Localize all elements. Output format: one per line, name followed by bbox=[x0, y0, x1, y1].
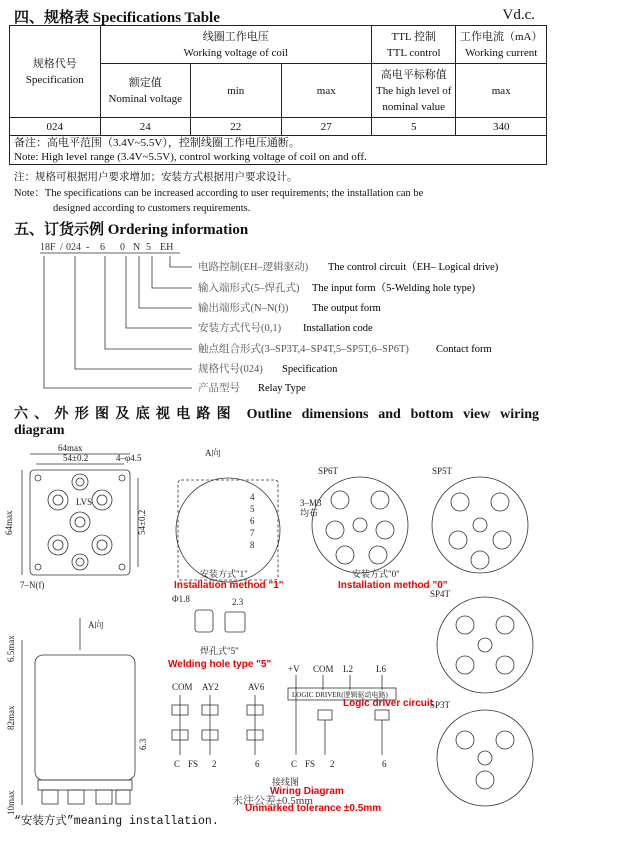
mount-hole bbox=[35, 564, 41, 570]
order-item-en: The control circuit（EH– Logical drive) bbox=[328, 262, 499, 273]
ttl-en: TTL control bbox=[386, 46, 441, 59]
code-part: EH bbox=[160, 242, 174, 253]
wiring-diagram-right bbox=[288, 675, 396, 755]
logic-bottom: C bbox=[291, 759, 298, 769]
table-note-en: Note: High level range (3.4V~5.5V), control working voltage of coil on and off. bbox=[14, 151, 367, 163]
ttl-header bbox=[372, 26, 456, 64]
outline-drawing bbox=[0, 440, 625, 825]
high-cn: 高电平标称值 bbox=[380, 68, 447, 81]
order-item-cn: 产品型号 bbox=[198, 383, 240, 394]
weld-dim2: 2.3 bbox=[232, 597, 244, 607]
wire-bottom: FS bbox=[188, 759, 199, 769]
order-item-en: Relay Type bbox=[258, 383, 306, 394]
code-part: 18F bbox=[40, 242, 56, 253]
code-part: 024 bbox=[66, 242, 81, 253]
coil-voltage-header bbox=[100, 26, 372, 64]
spec-code-en: Specification bbox=[25, 73, 84, 86]
order-item-en: Specification bbox=[282, 364, 338, 375]
spec-code-cn: 规格代号 bbox=[32, 57, 77, 70]
code-part: 5 bbox=[146, 242, 151, 253]
side-a-label: A向 bbox=[88, 620, 104, 630]
code-part: N bbox=[133, 242, 141, 253]
sp3t-footprint bbox=[437, 710, 533, 806]
order-item-en: Installation code bbox=[303, 323, 373, 334]
section-title-ordering: 五、订货示例 Ordering information bbox=[14, 222, 249, 238]
logic-box: LOGIC DRIVER(逻辑驱动电路) bbox=[292, 691, 388, 699]
dim-label: 4–φ4.5 bbox=[116, 453, 142, 463]
sp5t-label: SP5T bbox=[432, 466, 453, 476]
wiring-diagram-left bbox=[172, 695, 263, 755]
order-item-cn: 输入端形式(5–焊孔式) bbox=[198, 283, 300, 294]
logic-bottom: 6 bbox=[382, 759, 387, 769]
dim-label: 54±0.2 bbox=[137, 509, 147, 535]
sp6t-label: SP6T bbox=[318, 466, 339, 476]
install1-cn: 安装方式"1" bbox=[200, 569, 248, 579]
footer-note: “安装方式”meaning installation. bbox=[14, 815, 219, 828]
order-item-cn: 安装方式代号(0,1) bbox=[198, 323, 282, 334]
current-max-header: max bbox=[456, 64, 547, 118]
wire-label: COM bbox=[172, 682, 193, 692]
max-header: max bbox=[281, 64, 372, 118]
cell: 24 bbox=[100, 118, 191, 136]
m3-label: 3–M3 bbox=[300, 498, 322, 508]
section-title-outline-2: diagram bbox=[14, 423, 65, 438]
order-item-cn: 规格代号(024) bbox=[198, 364, 263, 375]
code-part: - bbox=[86, 242, 90, 253]
note-cn: 注：规格可根据用户要求增加；安装方式根据用户要求设计。 bbox=[14, 172, 298, 183]
spec-code-header bbox=[10, 26, 101, 118]
high-level-header bbox=[372, 64, 456, 118]
mount-hole bbox=[119, 475, 125, 481]
cell: 27 bbox=[281, 118, 372, 136]
pin-label: 8 bbox=[250, 540, 255, 550]
mount-hole bbox=[119, 564, 125, 570]
relay-side-view bbox=[35, 655, 135, 780]
current-en: Working current bbox=[465, 46, 538, 59]
order-item-cn: 触点组合形式(3–SP3T,4–SP4T,5–SP5T,6–SP6T) bbox=[198, 344, 409, 355]
sp4t-label: SP4T bbox=[430, 589, 451, 599]
wire-label: AV6 bbox=[248, 682, 265, 692]
dim-label: 54±0.2 bbox=[63, 453, 89, 463]
weld-dim: Φ1.8 bbox=[172, 594, 190, 604]
cell: 340 bbox=[456, 118, 547, 136]
wire-bottom: C bbox=[174, 759, 181, 769]
pin-label: 4 bbox=[250, 492, 255, 502]
rated-cn: 额定值 bbox=[128, 76, 162, 89]
install0-en: Installation method "0" bbox=[338, 580, 448, 591]
ordering-diagram bbox=[0, 236, 625, 401]
rated-en: Nominal voltage bbox=[108, 92, 183, 105]
specifications-table bbox=[9, 25, 547, 165]
cell: 5 bbox=[372, 118, 456, 136]
wire-bottom: 6 bbox=[255, 759, 260, 769]
logic-top: COM bbox=[313, 664, 334, 674]
order-item-cn: 输出端形式(N–N(f)) bbox=[198, 303, 289, 314]
table-row bbox=[10, 118, 547, 136]
dim-label: 64max bbox=[58, 443, 83, 453]
a-view-label: A向 bbox=[205, 448, 221, 458]
order-item-en: The output form bbox=[312, 303, 381, 314]
install0-cn: 安装方式"0" bbox=[352, 569, 400, 579]
weld-hole-detail bbox=[195, 610, 213, 632]
table-note bbox=[10, 136, 547, 165]
order-item-en: Contact form bbox=[436, 344, 492, 355]
order-item-en: The input form（5-Welding hole type) bbox=[312, 283, 476, 294]
code-part: / bbox=[60, 242, 63, 253]
logic-top: L6 bbox=[376, 664, 386, 674]
cell: 22 bbox=[191, 118, 282, 136]
wire-label: AY2 bbox=[202, 682, 219, 692]
order-item-cn: 电路控制(EH–逻辑驱动) bbox=[198, 262, 309, 273]
install1-en: Installation method "1" bbox=[174, 580, 284, 591]
high-en2: nominal value bbox=[382, 100, 446, 113]
wire-bottom: 2 bbox=[212, 759, 217, 769]
dim-label: 64max bbox=[4, 510, 14, 535]
code-part: 6 bbox=[100, 242, 105, 253]
sp6t-footprint bbox=[312, 477, 408, 573]
sp3t-label: SP3T bbox=[430, 700, 451, 710]
table-note-cn: 备注：高电平范围（3.4V~5.5V），控制线圈工作电压通断。 bbox=[14, 137, 300, 149]
logic-top: L2 bbox=[343, 664, 353, 674]
sp4t-footprint bbox=[437, 597, 533, 693]
m3b-label: 均布 bbox=[300, 508, 319, 518]
dim-label: 82max bbox=[6, 705, 16, 730]
min-header: min bbox=[191, 64, 282, 118]
code-part: 0 bbox=[120, 242, 125, 253]
ttl-cn: TTL 控制 bbox=[391, 30, 436, 43]
tol-cn: 未注公差±0.5mm bbox=[232, 795, 313, 807]
lvs-label: LVS bbox=[76, 497, 93, 507]
wiring-cn: 接线图 bbox=[272, 777, 300, 787]
cell: 024 bbox=[10, 118, 101, 136]
section-title-outline: 六、外形图及底视电路图 Outline dimensions and bottom view wiring bbox=[14, 407, 539, 422]
logic-bottom: FS bbox=[305, 759, 316, 769]
pin-label: 5 bbox=[250, 504, 255, 514]
relay-a-view bbox=[176, 478, 280, 582]
tol-en: Unmarked tolerance ±0.5mm bbox=[245, 803, 382, 814]
rated-header bbox=[100, 64, 191, 118]
current-header bbox=[456, 26, 547, 64]
section-title-specifications: 四、规格表 Specifications Table bbox=[14, 10, 220, 26]
dim-label: 10max bbox=[6, 790, 16, 815]
logic-top: +V bbox=[288, 664, 300, 674]
dim-label: 6.3 bbox=[138, 738, 148, 750]
coil-en: Working voltage of coil bbox=[183, 46, 288, 59]
coil-cn: 线圈工作电压 bbox=[202, 30, 269, 43]
unit-label: Vd.c. bbox=[502, 7, 535, 23]
mount-hole bbox=[35, 475, 41, 481]
note-en1: Note：The specifications can be increased according to user requirements; the installation can be bbox=[14, 188, 424, 199]
weld-cn: 焊孔式"5" bbox=[200, 646, 239, 656]
connector-group bbox=[48, 474, 112, 570]
dim-label: 6.5max bbox=[6, 635, 16, 662]
logic-bottom: 2 bbox=[330, 759, 335, 769]
current-cn: 工作电流（mA） bbox=[459, 30, 543, 43]
wiring-en: Wiring Diagram bbox=[270, 786, 344, 797]
note-en2: designed according to customers requirements. bbox=[53, 203, 251, 214]
conn-label: 7–N(f) bbox=[20, 580, 45, 590]
pin-label: 7 bbox=[250, 528, 255, 538]
pin-label: 6 bbox=[250, 516, 255, 526]
weld-en: Welding hole type "5" bbox=[168, 659, 272, 670]
high-en: The high level of bbox=[376, 84, 452, 97]
sp5t-footprint bbox=[432, 477, 528, 573]
logic-en: Logic driver circuit bbox=[343, 698, 434, 709]
